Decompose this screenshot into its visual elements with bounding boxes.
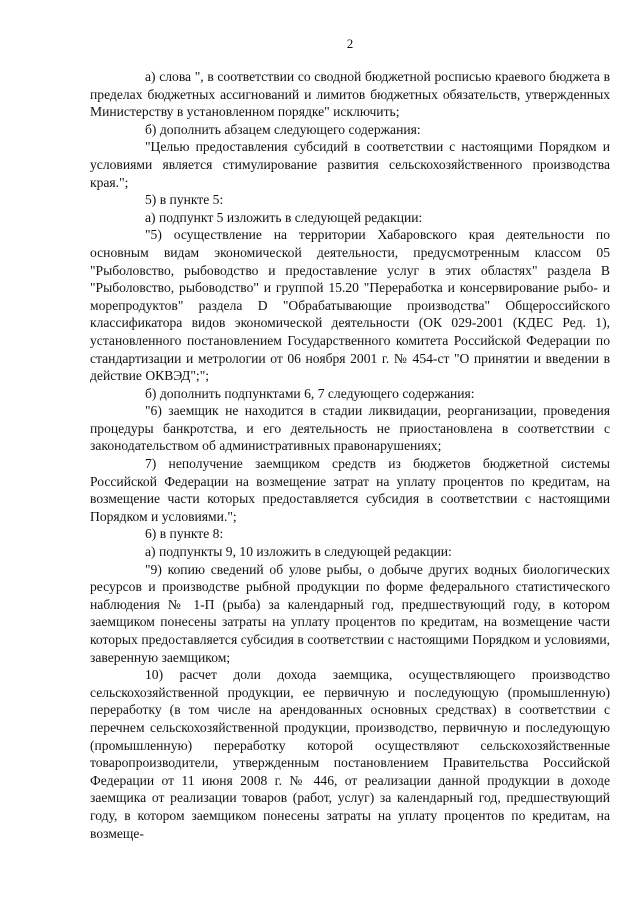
paragraph-subitem-6-text: "6) заемщик не находится в стадии ликвидации, реорганизации, проведения процедуры банкротства, и его деятельность не приостановлена в соответствии с законодательством об административных правонарушениях; xyxy=(90,403,610,454)
paragraph-subitem-7-text: 7) неполучение заемщиком средств из бюджетов бюджетной системы Российской Федерации на возмещение затрат на уплату процентов по кредитам, на возмещение части которых предоставляется субсидия в соответствии с настоящими Порядком и условиями."; xyxy=(90,456,610,524)
paragraph-subitem-5-edit: а) подпункт 5 изложить в следующей редакции: xyxy=(145,209,423,225)
paragraph-b-add-clause: б) дополнить абзацем следующего содержания: xyxy=(145,121,421,137)
paragraph-item-8-heading: 6) в пункте 8: xyxy=(145,526,224,542)
paragraph-purpose-quote: "Целью предоставления субсидий в соответствии с настоящими Порядком и условиями является стимулирование развития сельскохозяйственного производства края."; xyxy=(90,139,610,190)
paragraph-item-5-heading: 5) в пункте 5: xyxy=(145,192,224,208)
document-body xyxy=(90,68,610,842)
paragraph-a-words: а) слова ", в соответствии со сводной бюджетной росписью краевого бюджета в пределах бюджетных ассигнований и лимитов бюджетных обязательств, утвержденных Министерству в установленном порядке" исключить; xyxy=(90,69,610,120)
paragraph-subitems-9-10-edit: а) подпункты 9, 10 изложить в следующей редакции: xyxy=(145,544,452,560)
paragraph-subitem-5-text: "5) осуществление на территории Хабаровского края деятельности по основным видам экономической деятельности, предусмотренным классом 05 "Рыболовство, рыбоводство и предоставление услуг в этих областях" раздела В "Рыболовство, рыбоводство" и группой 15.20 "Переработка и консервирование рыбо- и морепродуктов" раздела D "Обрабатывающие производства" Общероссийского классификатора видов экономической деятельности (ОК 029-2001 (КДЕС Ред. 1), установленного постановлением Государственного комитета Российской Федерации по стандартизации и метрологии от 06 ноября 2001 г. № 454-ст "О принятии и введении в действие ОКВЭД";"; xyxy=(90,227,610,384)
page-number: 2 xyxy=(346,36,354,51)
paragraph-subitem-9-text: "9) копию сведений об улове рыбы, о добыче других водных биологических ресурсов и производстве рыбной продукции по форме федерального статистического наблюдения № 1-П (рыба) за календарный год, предшествующий году, в котором заемщиком понесены затраты на уплату процентов по кредитам, на возмещение части которых предоставляется субсидия в соответствии с настоящими Порядком и условиями, заверенную заемщиком; xyxy=(90,561,610,665)
paragraph-subitem-10-text: 10) расчет доли дохода заемщика, осуществляющего производство сельскохозяйственной продукции, ее первичную и последующую (промышленную) переработку (в том числе на арендованных основных средствах) в соответствии с перечнем сельскохозяйственной продукции, производство, первичную и последующую (промышленную) переработку которой осуществляют сельскохозяйственные товаропроизводители, утвержденным постановлением Правительства Российской Федерации от 11 июня 2008 г. № 446, от реализации данной продукции в доходе заемщика от реализации товаров (работ, услуг) за календарный год, предшествующий году, в котором заемщиком понесены затраты на уплату процентов по кредитам, на возмеще- xyxy=(90,667,610,841)
paragraph-add-subitems-6-7: б) дополнить подпунктами 6, 7 следующего содержания: xyxy=(145,385,475,401)
